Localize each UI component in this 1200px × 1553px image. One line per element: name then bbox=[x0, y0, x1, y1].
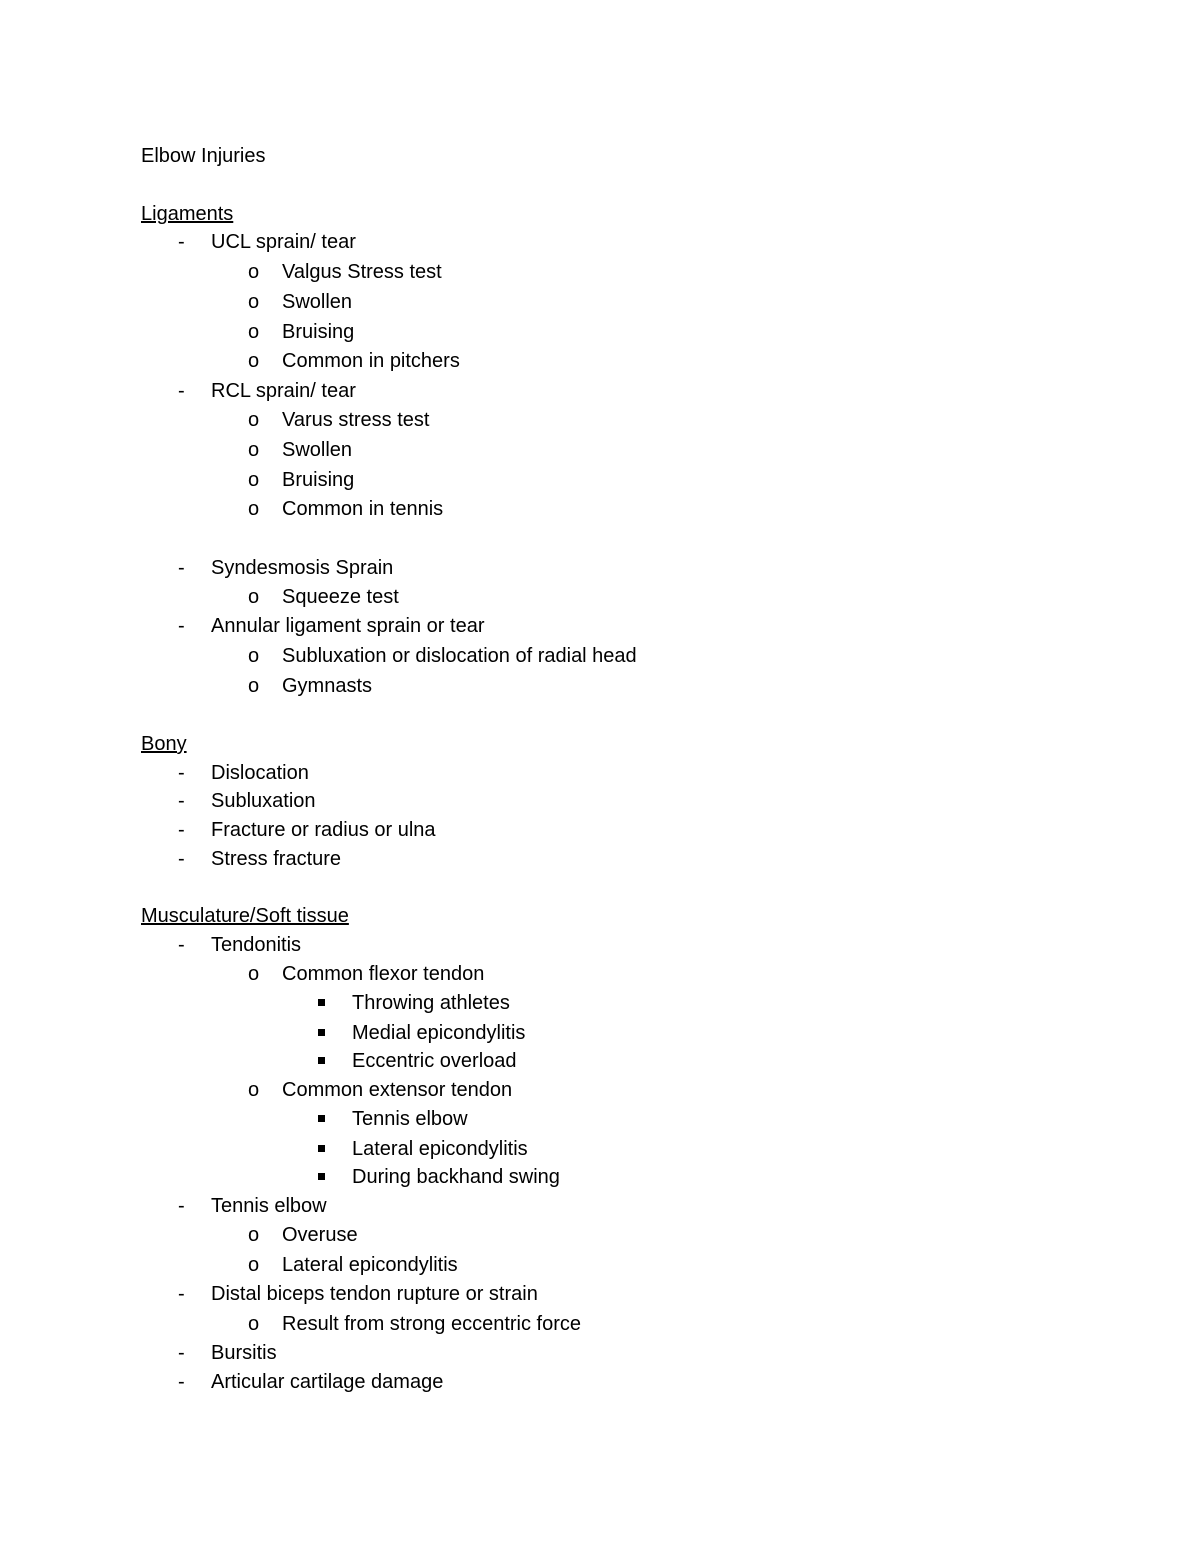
section-heading: Musculature/Soft tissue bbox=[141, 905, 349, 927]
circle-bullet-marker: o bbox=[248, 1313, 260, 1335]
sub-sub-list-item: Throwing athletes bbox=[352, 992, 510, 1014]
square-bullet-icon bbox=[318, 1165, 325, 1189]
dash-bullet-marker: - bbox=[178, 557, 185, 579]
circle-bullet-marker: o bbox=[248, 1079, 260, 1101]
list-item: Syndesmosis Sprain bbox=[211, 557, 394, 579]
circle-bullet-marker: o bbox=[248, 350, 260, 372]
sub-sub-list-item: Tennis elbow bbox=[352, 1108, 468, 1130]
dash-bullet-marker: - bbox=[178, 1371, 185, 1393]
sub-list-item: Swollen bbox=[282, 439, 353, 461]
list-item: Annular ligament sprain or tear bbox=[211, 615, 485, 637]
sub-sub-list-item: During backhand swing bbox=[352, 1166, 560, 1188]
dash-bullet-marker: - bbox=[178, 934, 185, 956]
list-item: Distal biceps tendon rupture or strain bbox=[211, 1283, 538, 1305]
circle-bullet-marker: o bbox=[248, 321, 260, 343]
sub-list-item: Varus stress test bbox=[282, 409, 430, 431]
circle-bullet-marker: o bbox=[248, 586, 260, 608]
dash-bullet-marker: - bbox=[178, 819, 185, 841]
square-bullet-icon bbox=[318, 999, 325, 1006]
dash-bullet-marker: - bbox=[178, 1342, 185, 1364]
circle-bullet-marker: o bbox=[248, 291, 260, 313]
square-bullet-icon bbox=[318, 1173, 325, 1180]
dash-bullet-marker: - bbox=[178, 790, 185, 812]
circle-bullet-marker: o bbox=[248, 1224, 260, 1246]
circle-bullet-marker: o bbox=[248, 469, 260, 491]
list-item: Dislocation bbox=[211, 762, 309, 784]
list-item: Tennis elbow bbox=[211, 1195, 327, 1217]
dash-bullet-marker: - bbox=[178, 848, 185, 870]
section-heading: Ligaments bbox=[141, 203, 234, 225]
sub-list-item: Swollen bbox=[282, 291, 353, 313]
dash-bullet-marker: - bbox=[178, 1283, 185, 1305]
square-bullet-icon bbox=[318, 1057, 325, 1064]
sub-list-item: Valgus Stress test bbox=[282, 261, 442, 283]
list-item: Tendonitis bbox=[211, 934, 302, 956]
sub-list-item: Result from strong eccentric force bbox=[282, 1313, 581, 1335]
document-title: Elbow Injuries bbox=[141, 145, 266, 167]
sub-list-item: Overuse bbox=[282, 1224, 358, 1246]
list-item: Subluxation bbox=[211, 790, 316, 812]
list-item: Bursitis bbox=[211, 1342, 277, 1364]
sub-list-item: Common in pitchers bbox=[282, 350, 460, 372]
dash-bullet-marker: - bbox=[178, 231, 185, 253]
section-heading: Bony bbox=[141, 733, 187, 755]
sub-list-item: Common flexor tendon bbox=[282, 963, 485, 985]
sub-sub-list-item: Lateral epicondylitis bbox=[352, 1138, 528, 1160]
square-bullet-icon bbox=[318, 1029, 325, 1036]
square-bullet-icon bbox=[318, 1049, 325, 1073]
circle-bullet-marker: o bbox=[248, 645, 260, 667]
sub-sub-list-item: Medial epicondylitis bbox=[352, 1022, 526, 1044]
circle-bullet-marker: o bbox=[248, 963, 260, 985]
list-item: Fracture or radius or ulna bbox=[211, 819, 436, 841]
list-item: UCL sprain/ tear bbox=[211, 231, 356, 253]
sub-list-item: Common extensor tendon bbox=[282, 1079, 513, 1101]
square-bullet-icon bbox=[318, 1145, 325, 1152]
circle-bullet-marker: o bbox=[248, 675, 260, 697]
list-item: Articular cartilage damage bbox=[211, 1371, 444, 1393]
square-bullet-icon bbox=[318, 1021, 325, 1045]
square-bullet-icon bbox=[318, 1107, 325, 1131]
sub-sub-list-item: Eccentric overload bbox=[352, 1050, 517, 1072]
circle-bullet-marker: o bbox=[248, 409, 260, 431]
circle-bullet-marker: o bbox=[248, 439, 260, 461]
sub-list-item: Lateral epicondylitis bbox=[282, 1254, 458, 1276]
dash-bullet-marker: - bbox=[178, 615, 185, 637]
circle-bullet-marker: o bbox=[248, 261, 260, 283]
sub-list-item: Bruising bbox=[282, 321, 355, 343]
circle-bullet-marker: o bbox=[248, 1254, 260, 1276]
square-bullet-icon bbox=[318, 1137, 325, 1161]
dash-bullet-marker: - bbox=[178, 1195, 185, 1217]
dash-bullet-marker: - bbox=[178, 762, 185, 784]
circle-bullet-marker: o bbox=[248, 498, 260, 520]
square-bullet-icon bbox=[318, 991, 325, 1015]
sub-list-item: Bruising bbox=[282, 469, 355, 491]
list-item: Stress fracture bbox=[211, 848, 342, 870]
sub-list-item: Common in tennis bbox=[282, 498, 444, 520]
square-bullet-icon bbox=[318, 1115, 325, 1122]
sub-list-item: Subluxation or dislocation of radial head bbox=[282, 645, 637, 667]
dash-bullet-marker: - bbox=[178, 380, 185, 402]
sub-list-item: Squeeze test bbox=[282, 586, 399, 608]
sub-list-item: Gymnasts bbox=[282, 675, 373, 697]
list-item: RCL sprain/ tear bbox=[211, 380, 356, 402]
